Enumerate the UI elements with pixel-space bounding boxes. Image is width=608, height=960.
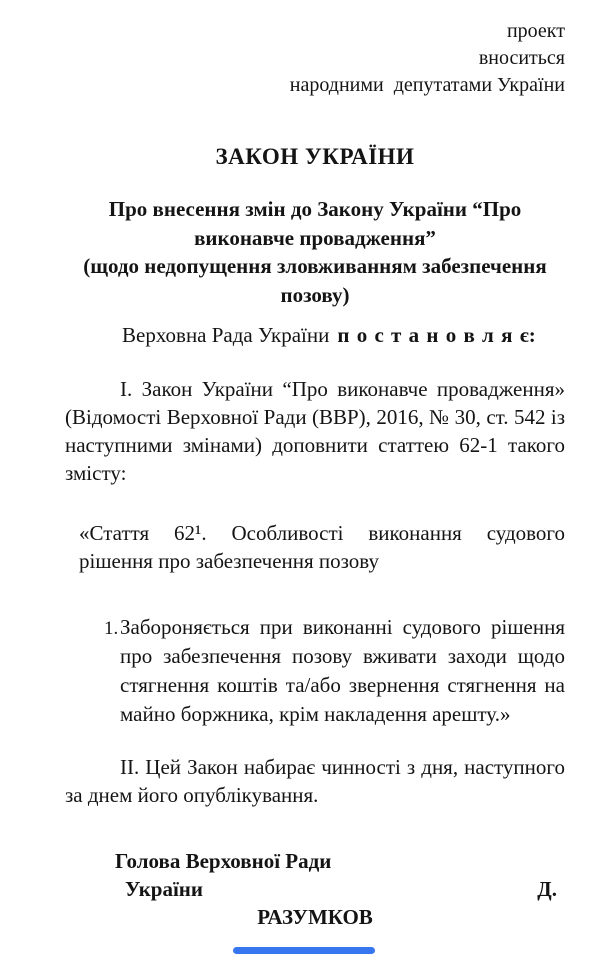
subtitle-line-3: (щодо недопущення зловживанням забезпечення [83, 254, 547, 278]
header-right-block [65, 18, 565, 99]
list-item-text: Забороняється при виконанні судового рішення про забезпечення позову вживати заходи щодо стягнення коштів та/або звернення стягнення на майно боржника, крім накладення арешту.» [120, 615, 565, 726]
signature-initial: Д. [537, 877, 557, 901]
list-item-number: 1. [104, 618, 119, 639]
header-line-draft: проект [506, 20, 565, 42]
subtitle-line-4: позову) [280, 282, 350, 307]
scroll-indicator[interactable] [233, 947, 375, 954]
resolution-line [65, 321, 565, 349]
resolution-emphasis: п о с т а н о в л я є: [337, 323, 536, 347]
law-title: ЗАКОН УКРАЇНИ [215, 144, 415, 169]
signature-country: України [125, 877, 204, 901]
subtitle-line-2: виконавче провадження” [194, 225, 436, 250]
article-62-1-paragraph: «Стаття 62¹. Особливості виконання судового рішення про забезпечення позову [79, 521, 565, 573]
signature-title-line-2 [65, 875, 565, 903]
law-subtitle [65, 195, 565, 309]
subtitle-line-1: Про внесення змін до Закону України “Про [108, 197, 522, 221]
signature-block [65, 847, 565, 931]
header-line-submitted: вноситься [478, 47, 565, 69]
list-item-1 [65, 613, 565, 729]
signature-title-line-1: Голова Верховної Ради [115, 849, 332, 873]
header-line-deputies: народними депутатами України [289, 74, 565, 96]
signature-surname: РАЗУМКОВ [257, 905, 373, 929]
resolution-plain-text: Верховна Рада України [122, 323, 330, 347]
section-1-paragraph: І. Закон України “Про виконавче провадження» (Відомості Верховної Ради (ВВР), 2016, № 30, ст. 542 із наступними змінами) доповнити статтею 62-1 такого змісту: [65, 377, 565, 485]
section-2-paragraph: ІІ. Цей Закон набирає чинності з дня, наступного за днем його опублікування. [65, 755, 565, 807]
